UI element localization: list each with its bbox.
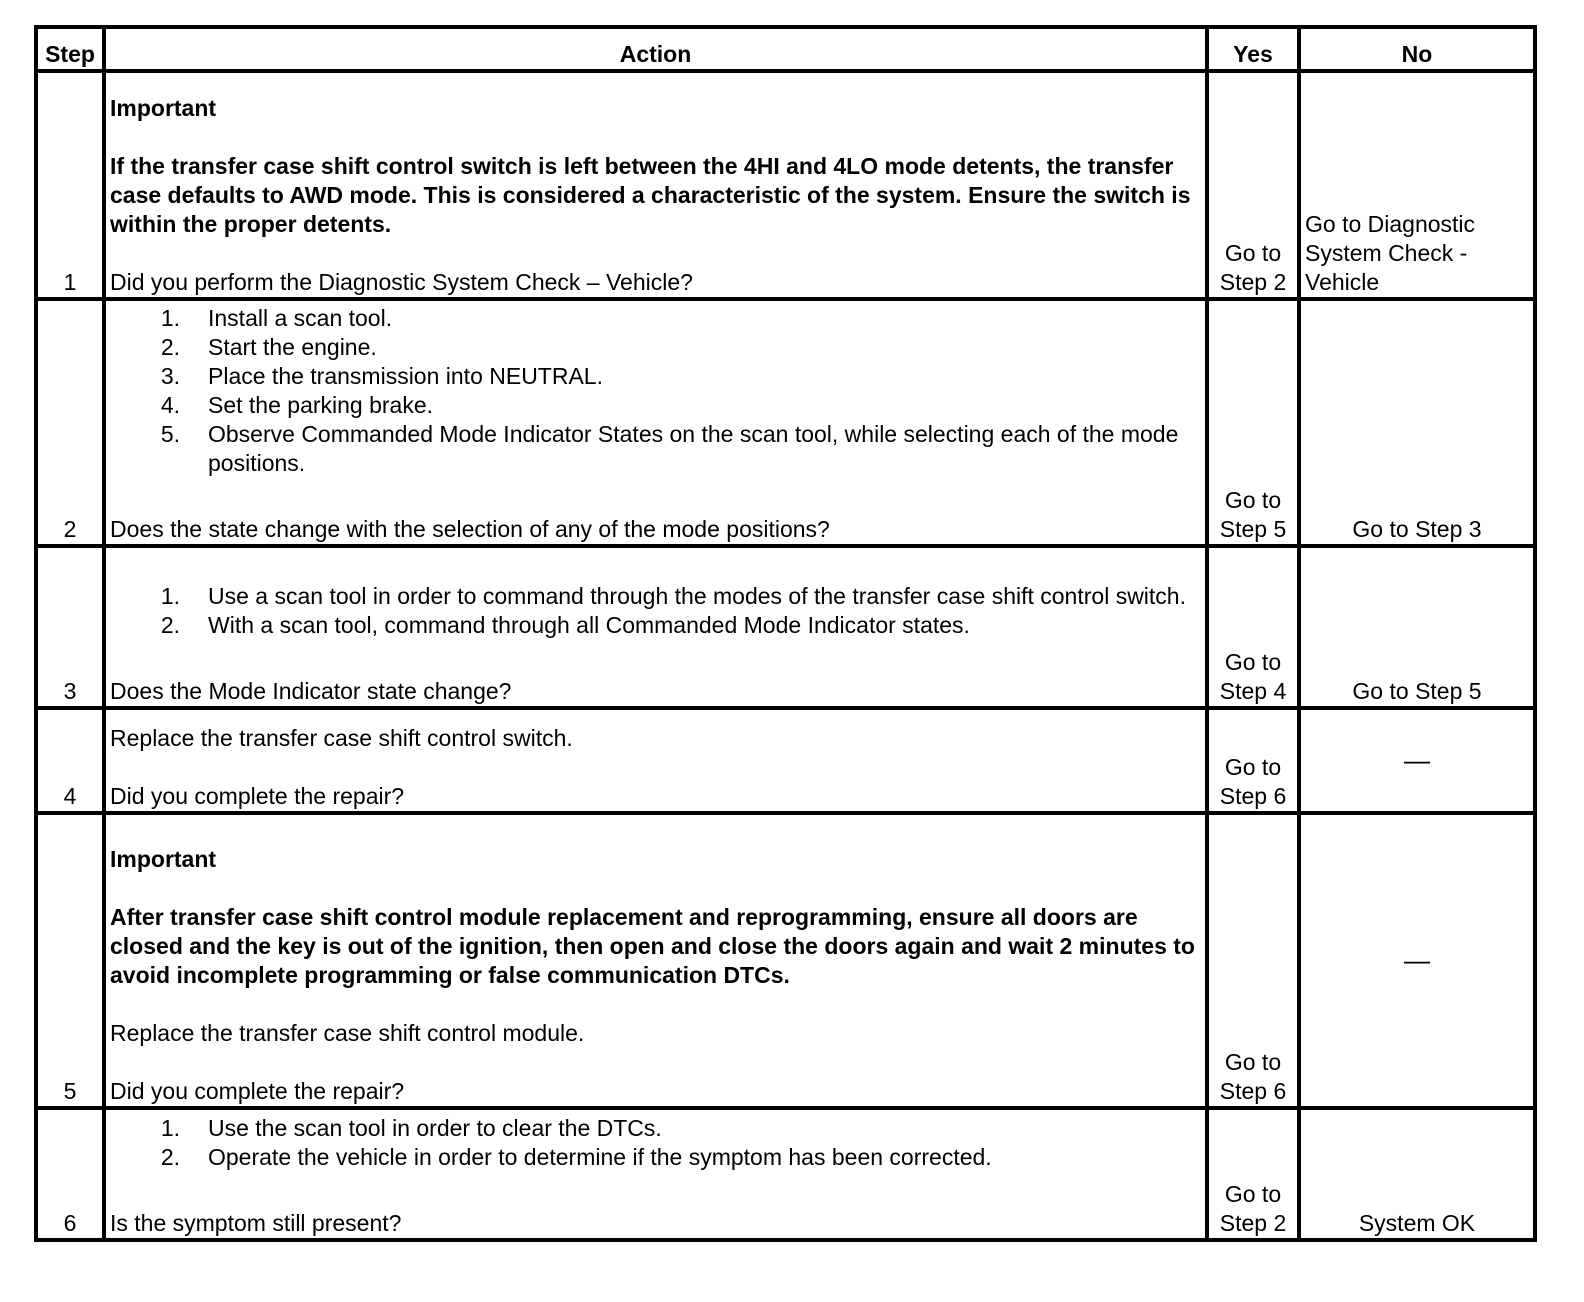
- action-cell: [104, 813, 1207, 1108]
- important-text: After transfer case shift control module replacement and reprogramming, ensure all doors are closed and the key is out of the ignition, then open and close the doors again and wait 2 minutes to avoid incomplete programming or false communication DTCs.: [110, 904, 1195, 988]
- header-action: Action: [104, 27, 1207, 71]
- question-text: Is the symptom still present?: [110, 1210, 402, 1236]
- no-cell: Go to Diagnostic System Check - Vehicle: [1299, 71, 1535, 299]
- list-item: 2. Operate the vehicle in order to determine if the symptom has been corrected.: [160, 1144, 992, 1170]
- table-row: [36, 708, 1535, 813]
- list-item: 1. Install a scan tool.: [160, 305, 393, 331]
- list-item: 4. Set the parking brake.: [160, 392, 434, 418]
- question-text: Did you complete the repair?: [110, 783, 405, 809]
- list-item: 2. With a scan tool, command through all Commanded Mode Indicator states.: [160, 612, 970, 638]
- table-row: [36, 71, 1535, 299]
- list-item: 2. Start the engine.: [160, 334, 377, 360]
- list-item: 1. Use the scan tool in order to clear the DTCs.: [160, 1115, 662, 1141]
- yes-cell: Go to Step 2: [1207, 71, 1299, 299]
- question-text: Did you complete the repair?: [110, 1078, 405, 1104]
- no-cell: System OK: [1299, 1108, 1535, 1240]
- step-number: 3: [36, 546, 104, 708]
- step-number: 6: [36, 1108, 104, 1240]
- yes-cell: Go to Step 6: [1207, 813, 1299, 1108]
- action-cell: [104, 299, 1207, 546]
- diagnostic-table: [34, 25, 1537, 1242]
- header-no: No: [1299, 27, 1535, 71]
- table-row: [36, 546, 1535, 708]
- procedure-list: [110, 1114, 1201, 1172]
- header-step: Step: [36, 27, 104, 71]
- list-item: 3. Place the transmission into NEUTRAL.: [160, 363, 603, 389]
- step-number: 1: [36, 71, 104, 299]
- list-item: 1. Use a scan tool in order to command through the modes of the transfer case shift control switch.: [160, 583, 1186, 609]
- yes-cell: Go to Step 4: [1207, 546, 1299, 708]
- yes-cell: Go to Step 5: [1207, 299, 1299, 546]
- action-cell: [104, 1108, 1207, 1240]
- action-cell: [104, 546, 1207, 708]
- list-item: 5. Observe Commanded Mode Indicator States on the scan tool, while selecting each of the mode positions.: [160, 421, 1179, 476]
- header-row: [36, 27, 1535, 71]
- no-cell: Go to Step 5: [1299, 546, 1535, 708]
- no-cell: —: [1299, 708, 1535, 813]
- table-row: [36, 813, 1535, 1108]
- action-cell: [104, 71, 1207, 299]
- yes-cell: Go to Step 6: [1207, 708, 1299, 813]
- no-cell: —: [1299, 813, 1535, 1108]
- table-row: [36, 299, 1535, 546]
- instruction-text: Replace the transfer case shift control module.: [110, 1020, 585, 1046]
- question-text: Did you perform the Diagnostic System Check – Vehicle?: [110, 269, 693, 295]
- question-text: Does the state change with the selection of any of the mode positions?: [110, 516, 830, 542]
- step-number: 2: [36, 299, 104, 546]
- question-text: Does the Mode Indicator state change?: [110, 678, 512, 704]
- important-label: Important: [110, 95, 217, 121]
- procedure-list: [110, 582, 1201, 640]
- action-cell: [104, 708, 1207, 813]
- no-cell: Go to Step 3: [1299, 299, 1535, 546]
- header-yes: Yes: [1207, 27, 1299, 71]
- important-text: If the transfer case shift control switch is left between the 4HI and 4LO mode detents, the transfer case defaults to AWD mode. This is considered a characteristic of the system. Ensure the switch is within the proper detents.: [110, 153, 1191, 237]
- procedure-list: [110, 304, 1201, 478]
- table-row: [36, 1108, 1535, 1240]
- important-label: Important: [110, 846, 217, 872]
- step-number: 5: [36, 813, 104, 1108]
- yes-cell: Go to Step 2: [1207, 1108, 1299, 1240]
- step-number: 4: [36, 708, 104, 813]
- instruction-text: Replace the transfer case shift control switch.: [110, 725, 573, 751]
